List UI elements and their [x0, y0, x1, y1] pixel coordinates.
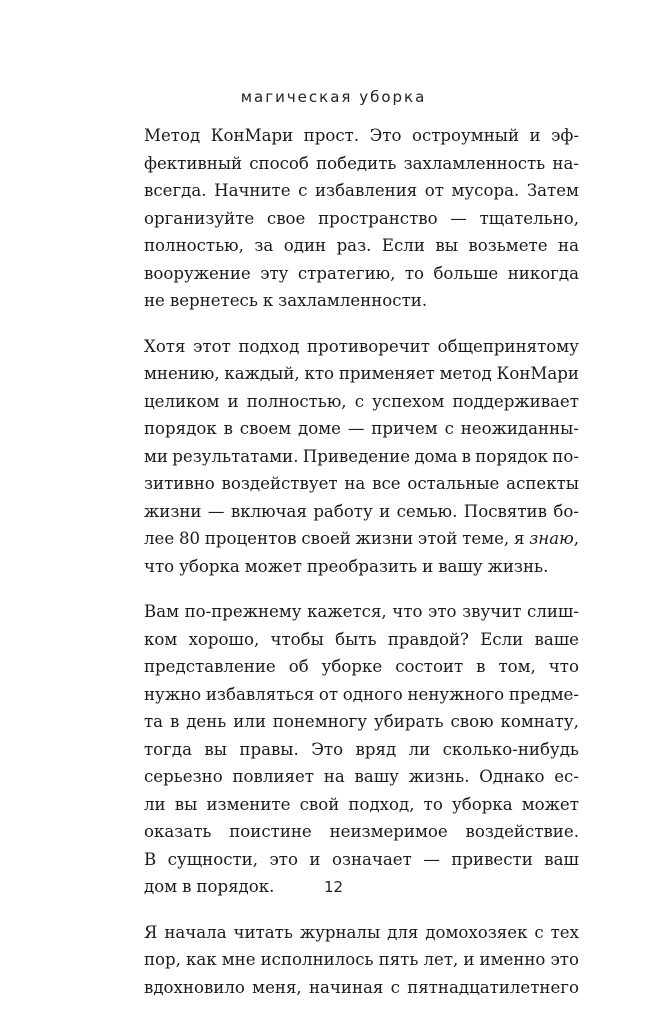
text-line: оказать поистине неизмеримое воздействие.: [144, 822, 579, 841]
text-line: та в день или понемногу убирать свою комнату,: [144, 712, 579, 731]
text-line: вооружение эту стратегию, то больше никогда: [144, 263, 579, 283]
paragraph: [144, 598, 579, 901]
running-head: магическая уборка: [240, 88, 427, 106]
text-line: дом в порядок.: [144, 877, 275, 896]
text-line: Я начала читать журналы для домохозяек с тех: [144, 922, 579, 942]
text-line: серьезно повлияет на вашу жизнь. Однако ес-: [144, 767, 579, 786]
text-line: Вам по-прежнему кажется, что это звучит слиш-: [144, 602, 579, 621]
text-line: что уборка может преобразить и вашу жизнь.: [144, 556, 549, 576]
text-line: мнению, каждый, кто применяет метод КонМари: [144, 364, 579, 383]
text-line: тогда вы правы. Это вряд ли сколько-нибудь: [144, 739, 579, 759]
text-line: целиком и полностью, с успехом поддерживает: [144, 391, 579, 411]
paragraph: [144, 919, 579, 1002]
text-line: зитивно воздействует на все остальные аспекты: [144, 474, 579, 493]
text-line: В сущности, это и означает — привести ваш: [144, 849, 579, 869]
text-line: всегда. Начните с избавления от мусора. Затем: [144, 181, 579, 200]
page-number: 12: [323, 878, 344, 896]
text-line: пор, как мне исполнилось пять лет, и именно это: [144, 950, 579, 969]
text-line: не вернетесь к захламленности.: [144, 291, 428, 310]
paragraph: [144, 333, 579, 581]
text-line: ми результатами. Приведение дома в порядок по-: [144, 446, 579, 466]
text-line: организуйте свое пространство — тщательно,: [144, 208, 579, 228]
text-line: Метод КонМари прост. Это остроумный и эф-: [144, 126, 579, 145]
text-line: представление об уборке состоит в том, что: [144, 657, 579, 676]
text-line: полностью, за один раз. Если вы возьмете на: [144, 236, 579, 255]
text-line: жизни — включая работу и семью. Посвятив бо-: [144, 501, 579, 521]
text-line: нужно избавляться от одного ненужного предме-: [144, 684, 579, 704]
text-line: порядок в своем доме — причем с неожиданны-: [144, 419, 579, 438]
text-line: фективный способ победить захламленность на-: [144, 153, 579, 173]
text-line: вдохновило меня, начиная с пятнадцатилетнего: [144, 977, 579, 997]
text-line: ком хорошо, чтобы быть правдой? Если ваше: [144, 629, 579, 649]
text-line: ли вы измените свой подход, то уборка может: [144, 794, 579, 814]
text-line: Хотя этот подход противоречит общепринятому: [144, 336, 579, 356]
text-line: лее 80 процентов своей жизни этой теме, я знаю,: [144, 529, 579, 548]
paragraph: [144, 122, 579, 315]
